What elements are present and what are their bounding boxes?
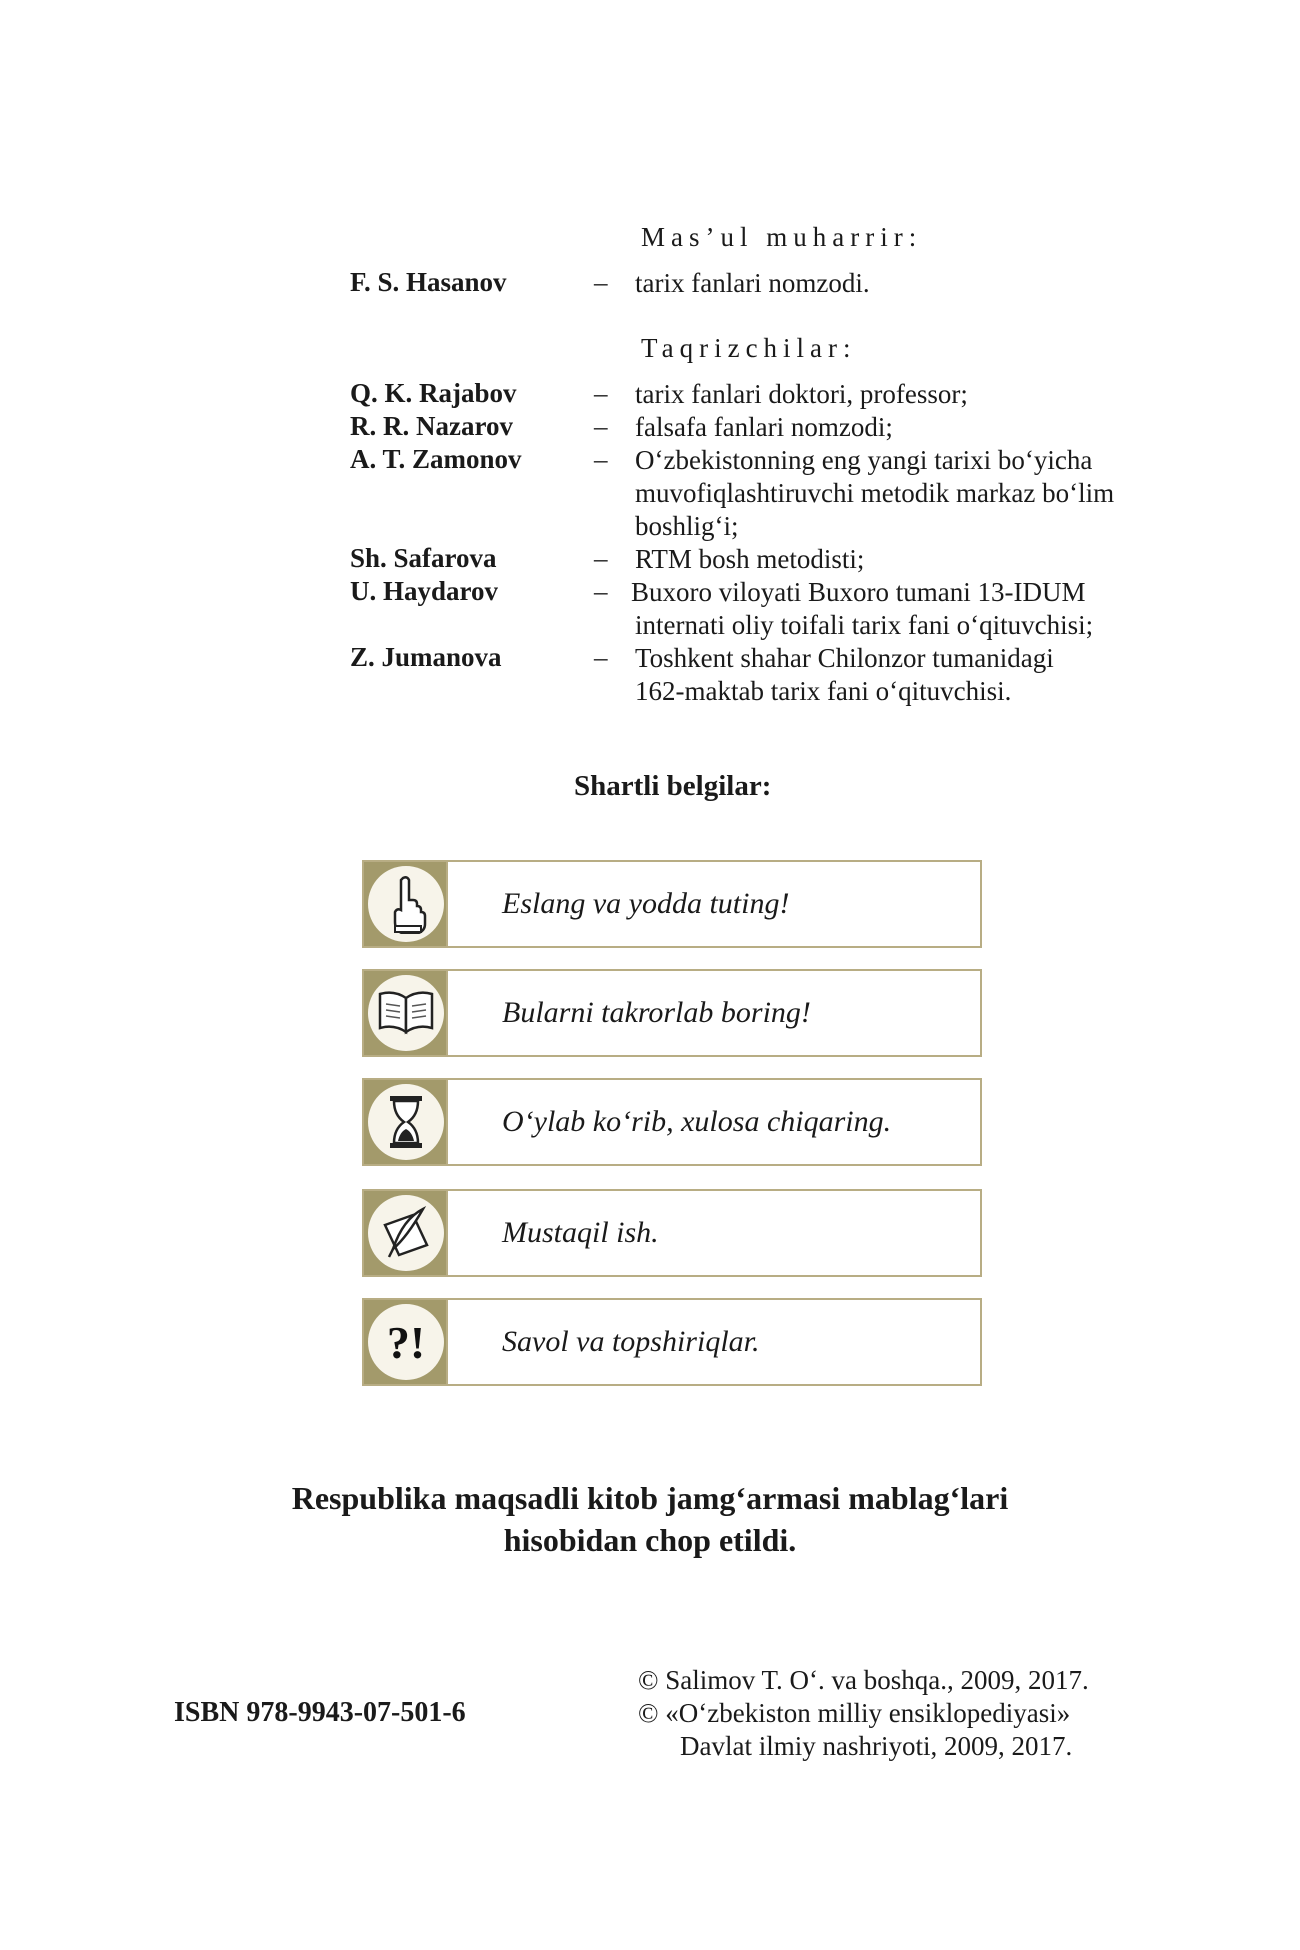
entry-dash: – <box>594 576 608 606</box>
reviewer-entry <box>350 378 1200 412</box>
legend-icon-frame <box>364 1080 448 1164</box>
legend-item <box>362 969 982 1057</box>
desc-line: boshlig‘i; <box>635 511 739 541</box>
legend-text: Savol va topshiriqlar. <box>502 1325 760 1358</box>
legend-item <box>362 860 982 948</box>
reviewer-name: U. Haydarov <box>350 576 499 606</box>
desc-line: O‘zbekistonning eng yangi tarixi bo‘yicha <box>635 445 1093 475</box>
desc-line: Buxoro viloyati Buxoro tumani 13-IDUM <box>631 577 1086 607</box>
reviewer-entry <box>350 576 1200 644</box>
editor-entry <box>350 267 1200 301</box>
reviewer-entry <box>350 411 1200 445</box>
reviewer-desc <box>635 378 1185 411</box>
legend-text: Bularni takrorlab boring! <box>502 996 811 1029</box>
reviewer-desc <box>635 411 1185 444</box>
reviewer-name: Q. K. Rajabov <box>350 378 517 408</box>
reviewer-name: Sh. Safarova <box>350 543 497 573</box>
desc-line: falsafa fanlari nomzodi; <box>635 412 893 442</box>
desc-line: muvofiqlashtiruvchi metodik markaz bo‘lim <box>635 478 1115 508</box>
legend-icon-frame <box>364 862 448 946</box>
desc-line: internati oliy toifali tarix fani o‘qituvchisi; <box>635 610 1094 640</box>
funding-line: Respublika maqsadli kitob jamg‘armasi mablag‘lari <box>291 1480 1009 1516</box>
copyright-line: © Salimov T. O‘. va boshqa., 2009, 2017. <box>638 1665 1089 1695</box>
desc-line: Toshkent shahar Chilonzor tumanidagi <box>635 643 1054 673</box>
desc-line: RTM bosh metodisti; <box>635 544 865 574</box>
reviewer-name: Z. Jumanova <box>350 642 502 672</box>
entry-dash: – <box>594 444 608 474</box>
reviewer-desc <box>635 543 1185 576</box>
reviewer-name: A. T. Zamonov <box>350 444 522 474</box>
entry-dash: – <box>594 378 608 408</box>
reviewer-name: R. R. Nazarov <box>350 411 513 441</box>
desc-line: 162-maktab tarix fani o‘qituvchisi. <box>635 676 1012 706</box>
question-exclamation-icon <box>368 1304 444 1380</box>
entry-dash: – <box>594 411 608 441</box>
reviewer-entry <box>350 444 1200 544</box>
legend-title: Shartli belgilar: <box>574 770 772 802</box>
editor-heading: Mas’ul muharrir: <box>641 222 923 252</box>
entry-dash: – <box>594 267 608 297</box>
reviewer-desc <box>635 444 1185 543</box>
legend-item <box>362 1078 982 1166</box>
legend-icon-frame <box>364 1191 448 1275</box>
editor-desc <box>635 267 1185 300</box>
quill-paper-icon <box>368 1195 444 1271</box>
legend-text: O‘ylab ko‘rib, xulosa chiqaring. <box>502 1105 892 1138</box>
open-book-icon <box>368 975 444 1051</box>
reviewer-entry <box>350 543 1200 577</box>
legend-item <box>362 1189 982 1277</box>
legend-icon-frame <box>364 1300 448 1384</box>
entry-dash: – <box>594 543 608 573</box>
desc-line: tarix fanlari doktori, professor; <box>635 379 968 409</box>
reviewer-desc <box>635 642 1185 708</box>
editor-name: F. S. Hasanov <box>350 267 507 297</box>
copyright-line: © «O‘zbekiston milliy ensiklopediyasi» <box>638 1698 1071 1728</box>
desc-line: tarix fanlari nomzodi. <box>635 268 870 298</box>
legend-item <box>362 1298 982 1386</box>
reviewer-desc <box>631 576 1185 642</box>
funding-line: hisobidan chop etildi. <box>503 1522 797 1558</box>
copyright-line: Davlat ilmiy nashriyoti, 2009, 2017. <box>680 1731 1073 1761</box>
legend-text: Eslang va yodda tuting! <box>502 887 790 920</box>
isbn: ISBN 978-9943-07-501-6 <box>174 1697 466 1728</box>
entry-dash: – <box>594 642 608 672</box>
pointing-hand-icon <box>368 866 444 942</box>
reviewer-entry <box>350 642 1200 710</box>
reviewers-heading: Taqrizchilar: <box>641 333 857 363</box>
hourglass-icon <box>368 1084 444 1160</box>
question-exclamation-glyph: ?! <box>386 1316 426 1368</box>
legend-text: Mustaqil ish. <box>502 1216 659 1249</box>
legend-icon-frame <box>364 971 448 1055</box>
